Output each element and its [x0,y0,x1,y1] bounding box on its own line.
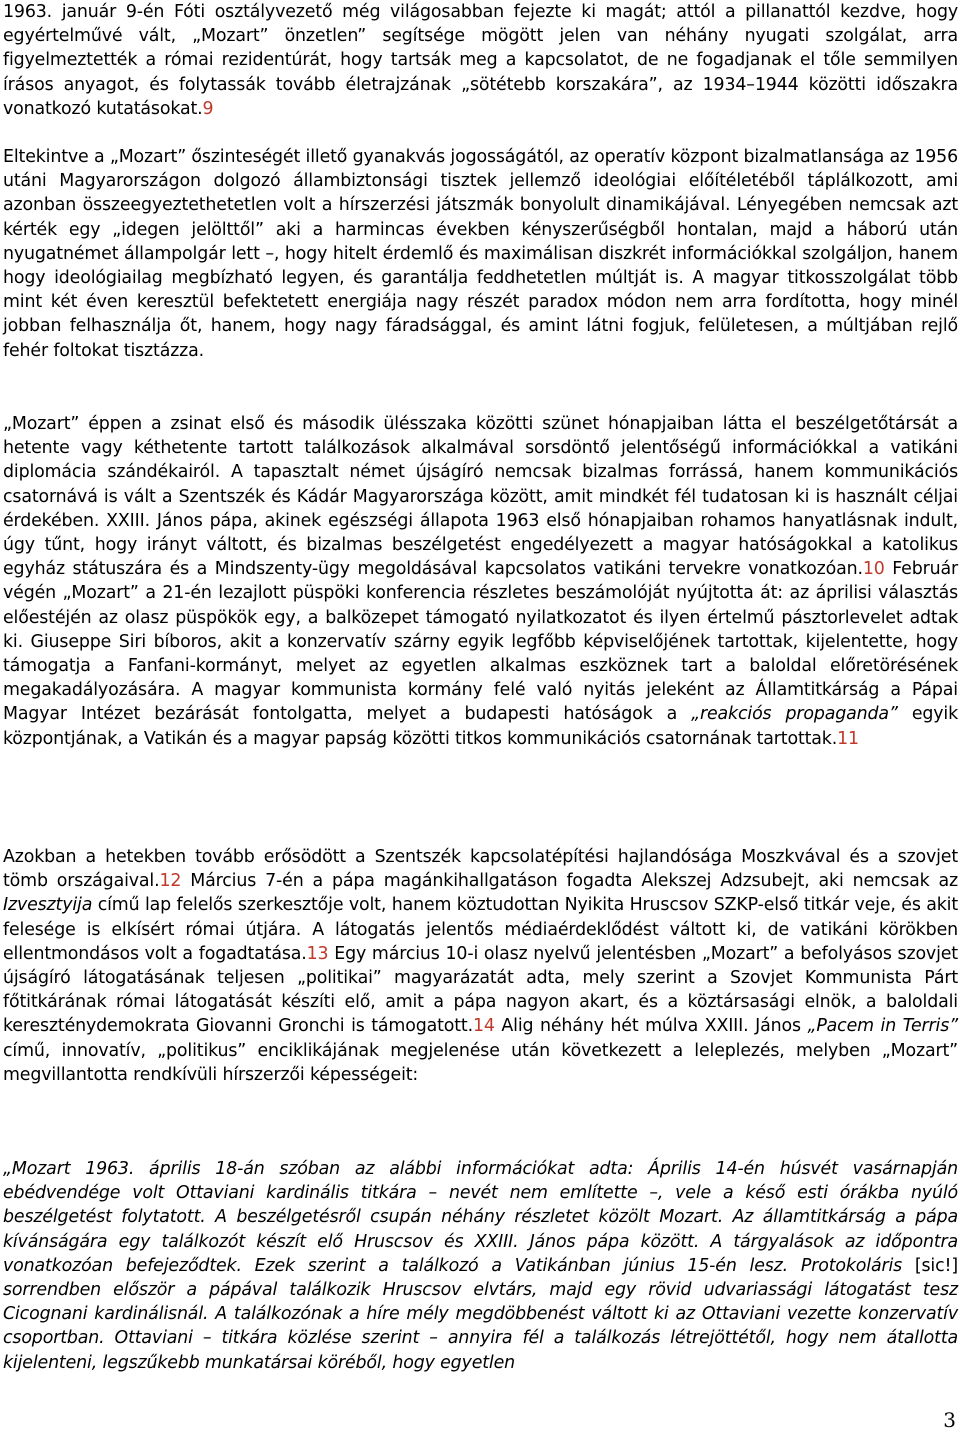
footnote-ref-12[interactable]: 12 [159,871,182,892]
paragraph-4-italic-pacem: „Pacem in Terris” [807,1016,958,1037]
paragraph-4 [3,845,958,1087]
footnote-ref-9[interactable]: 9 [202,98,214,119]
paragraph-5-quotation [3,1157,958,1375]
paragraph-3-text-b: Február végén „Mozart” a 21-én lezajlott püspöki konferencia részletes beszámolóját nyújtotta át: az áprilisi választás előestéjén az olasz püspökök egy, a balközepet támogató nyilatkozatot és ilyen értelmű pásztorlevelet adtak ki. Giuseppe Siri bíboros, akit a konzervatív szárny egyik legfőbb képviselőjének tartottak, kijelentette, hogy támogatja a Fanfani-kormányt, melyet az egyetlen alkalmas eszköznek tart a baloldal előretörésének megakadályozására. A magyar kommunista kormány felé való nyitás jeleként az Államtitkárság a Pápai Magyar Intézet bezárását fontolgatta, melyet a budapesti hatóságok a [3,559,958,725]
paragraph-2 [3,145,958,363]
paragraph-1-text: 1963. január 9-én Fóti osztályvezető még világosabban fejezte ki magát; attól a pillanattól kezdve, hogy egyértelművé vált, „Mozart” önzetlen” segítsége mögött jelen van néhány nyugati szolgálat, arra figyelmeztették a római rezidentúrát, hogy tartsák meg a kapcsolatot, de ne fogadjanak el tőle semmilyen írásos anyagot, és folytassák tovább életrajzának „sötétebb korszakára”, az 1934–1944 közötti időszakra vonatkozó kutatásokat. [3,2,958,119]
page-number: 3 [943,1408,956,1432]
paragraph-5-text-a: „Mozart 1963. április 18-án szóban az alábbi információkat adta: Április 14-én húsvét vasárnapján ebédvendége volt Ottaviani kardinális titkára – nevét nem említette –, vele a késő esti órákba nyúló beszélgetést folytatott. A beszélgetésről csupán néhány részletet közölt Mozart. Az államtitkárság a pápa kívánságára egy találkozót készít elő Hruscsov és XXIII. János pápa között. A tárgyalások az időpontra vonatkozóan befejeződtek. Ezek szerint a találkozó a Vatikánban június 15-én lesz. Protokoláris [3,1159,958,1276]
footnote-ref-13[interactable]: 13 [306,943,329,964]
paragraph-3-text-a: „Mozart” éppen a zsinat első és második ülésszaka közötti szünet hónapjaiban látta el beszélgetőtársát a hetente vagy kéthetente tartott találkozások alkalmával sorsdöntő jelentőségű információkkal a vatikáni diplomácia szándékairól. A tapasztalt német újságíró nemcsak bizalmas forrássá, hanem kommunikációs csatornává is vált a Szentszék és Kádár Magyarországa között, amit mindkét fél tudatosan ki is használt céljai érdekében. XXIII. János pápa, akinek egészségi állapota 1963 első hónapjaiban rohamos hanyatlásnak indult, úgy tűnt, hogy irányt váltott, és bizalmas beszélgetést engedélyezett a magyar hatóságokkal a katolikus egyház státuszára és a Mindszenty-ügy megoldásával kapcsolatos vatikáni tervekre vonatkozóan. [3,414,958,580]
paragraph-4-text-h: című, innovatív, „politikus” enciklikájának megjelenése után következett a leleplezés, melyben „Mozart” megvillantotta rendkívüli hírszerzői képességeit: [3,1040,958,1085]
paragraph-2-text: Eltekintve a „Mozart” őszinteségét illető gyanakvás jogosságától, az operatív központ bizalmatlansága az 1956 utáni Magyarországon dolgozó állambiztonsági tisztek jellemző ideológiai előítéletéből táplálkozott, ami azonban összeegyeztethetetlen volt a hírszerzési játszmák bonyolult dinamikájával. Lényegében nemcsak azt kérték egy „idegen jelölttől” aki a harmincas években kényszerűségből hontalan, majd a háború után nyugatnémet állampolgár lett –, hogy hitelt érdemlő és maximálisan diszkrét információkkal szolgáljon, hanem hogy ideológiailag megbízható legyen, és garantálja feddhetetlen múltját is. A magyar titkosszolgálat több mint két éven keresztül befektetett energiája nagy részét paradox módon nem arra fordította, hogy minél jobban felhasználja őt, hanem, hogy nagy fáradsággal, és amint látni fogjuk, felületesen, a múltjában rejlő fehér foltokat tisztázza. [3,147,959,361]
paragraph-4-italic-izvesztyija: Izvesztyija [3,895,93,916]
footnote-ref-10[interactable]: 10 [862,559,885,580]
footnote-ref-11[interactable]: 11 [837,728,859,749]
paragraph-1 [3,0,958,121]
paragraph-3 [3,412,958,751]
paragraph-4-text-d: című lap felelős szerkesztője volt, hanem köztudottan Nyikita Hruscsov SZKP-első titkár veje, és akit felesége is elkísért római útjára. A látogatás jelentős médiaérdeklődést váltott ki, de vatikáni körökben ellentmondásos volt a fogadtatása. [3,895,958,964]
paragraph-5-sic: [sic!] [914,1255,958,1276]
paragraph-4-text-f: Alig néhány hét múlva XXIII. János [494,1016,808,1037]
footnote-ref-14[interactable]: 14 [472,1016,495,1037]
paragraph-4-text-a: Azokban a hetekben tovább erősödött a Szentszék kapcsolatépítési hajlandósága Moszkvával és a szovjet tömb országaival. [3,847,958,892]
paragraph-4-text-b: Március 7-én a pápa magánkihallgatáson fogadta Alekszej Adzsubejt, aki nemcsak az [181,871,959,892]
paragraph-4-text-e: Egy március 10-i olasz nyelvű jelentésben „Mozart” a befolyásos szovjet újságíró látogatásának teljesen „politikai” magyarázatát adta, mely szerint a Szovjet Kommunista Párt főtitkárának római látogatását készíti elő, amit a pápa nagyon akart, és a köztársasági elnök, a baloldali kereszténydemokrata Giovanni Gronchi is támogatott. [3,943,958,1037]
paragraph-3-italic-quote: „reakciós propaganda” [691,704,898,725]
paragraph-3-text-d: egyik központjának, a Vatikán és a magyar papság közötti titkos kommunikációs csatornának tartottak. [3,704,958,749]
paragraph-5-text-b: sorrendben először a pápával találkozik Hruscsov elvtárs, majd egy rövid udvariassági látogatást tesz Cicognani kardinálisnál. A találkozónak a híre mély megdöbbenést váltott ki az Ottaviani vezette konzervatív csoportban. Ottaviani – titkára közlése szerint – annyira fél a találkozás létrejöttétől, hogy nem átallotta kijelenteni, legszűkebb munkatársai köréből, hogy egyetlen [3,1280,958,1373]
